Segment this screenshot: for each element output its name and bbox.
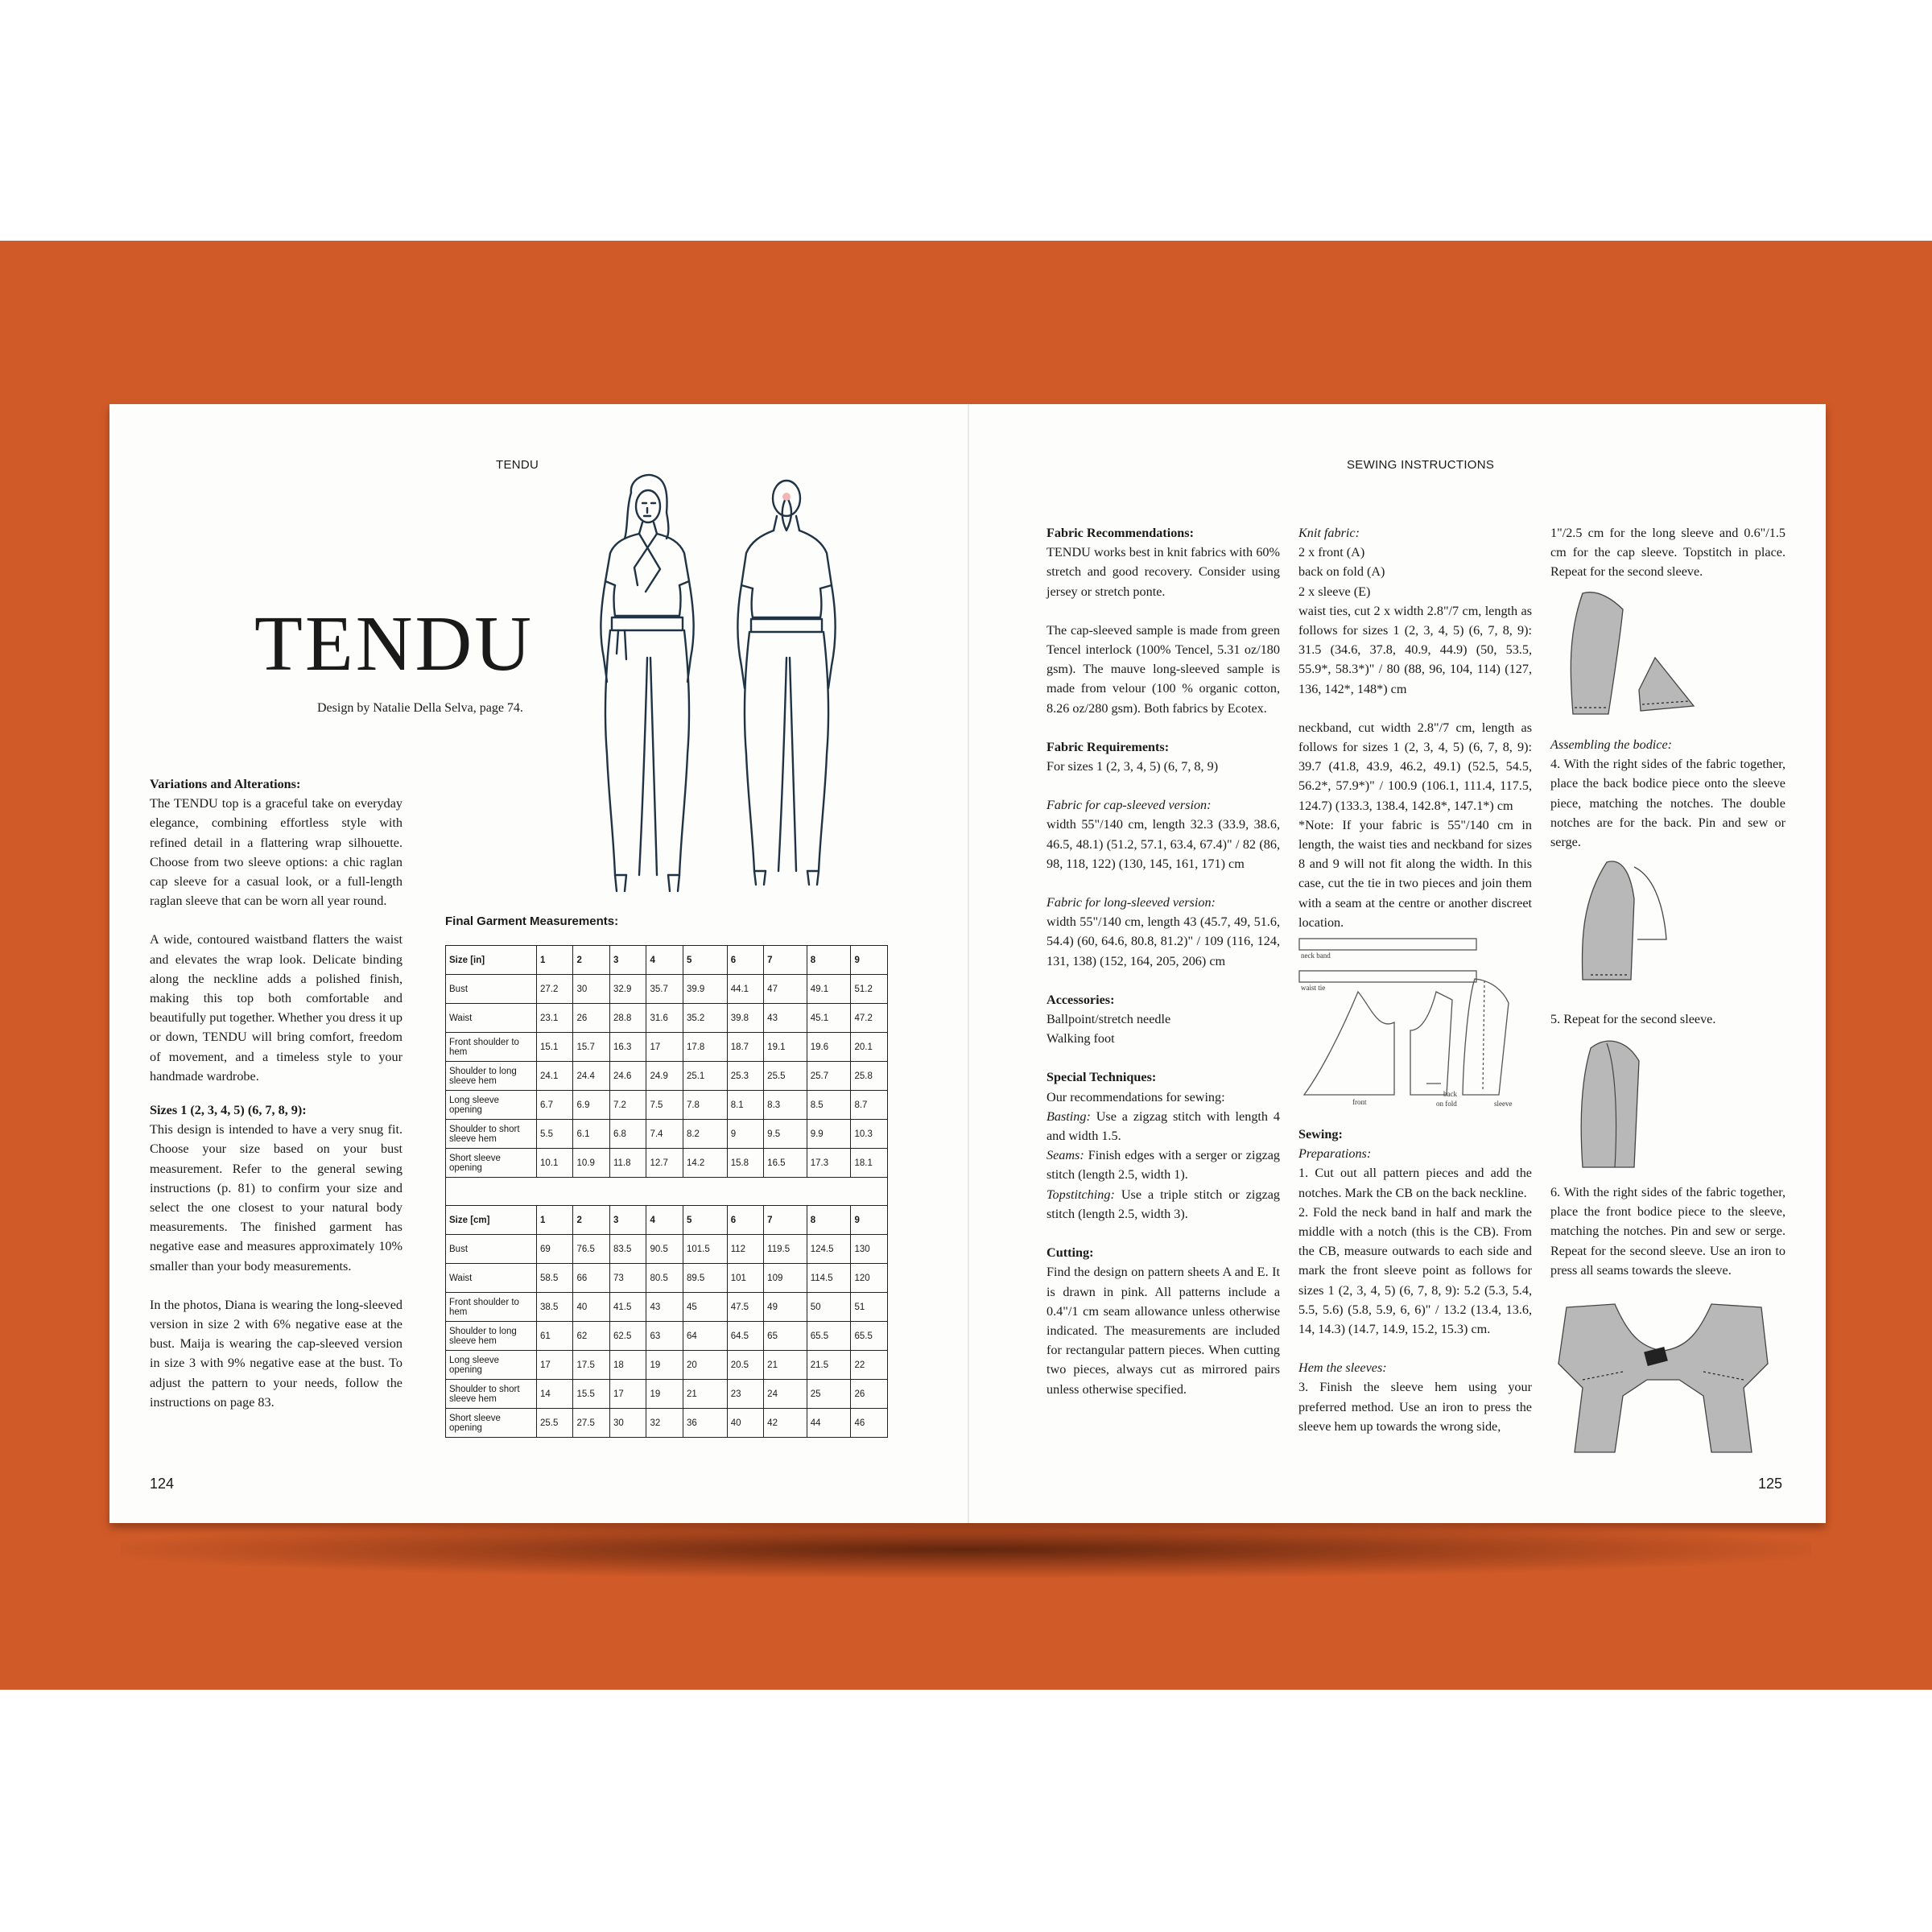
table-cell: 8.3: [764, 1091, 807, 1120]
table-cell: 109: [764, 1264, 807, 1293]
table-cell: 9: [727, 1120, 763, 1149]
sizes-heading: Sizes 1 (2, 3, 4, 5) (6, 7, 8, 9):: [150, 1103, 307, 1118]
table-header-cell: 3: [609, 946, 646, 975]
table-header-cell: 5: [683, 1206, 727, 1235]
table-cell: 26: [573, 1004, 609, 1033]
table-cell: 35.7: [646, 975, 683, 1004]
table-cell: 42: [764, 1409, 807, 1438]
table-cell: 15.1: [537, 1033, 573, 1062]
table-cell: 51.2: [851, 975, 888, 1004]
table-cell: 18: [609, 1351, 646, 1380]
right-column-2: [1298, 523, 1532, 932]
table-header-cell: 4: [646, 946, 683, 975]
table-cell: 6.8: [609, 1120, 646, 1149]
table-cell: 17: [646, 1033, 683, 1062]
table-cell: 62: [573, 1322, 609, 1351]
label-neck-band: neck band: [1301, 952, 1331, 960]
table-cell: 21.5: [807, 1351, 851, 1380]
cap-sleeve-text: width 55"/140 cm, length 32.3 (33.9, 38.6, 46.5, 48.1) (51.2, 57.1, 63.4, 67.4)" / 82 (86, 98, 118, 122) (130, 145, 161, 171) cm: [1046, 817, 1280, 871]
table-cell: 25.8: [851, 1062, 888, 1091]
table-header-cell: 4: [646, 1206, 683, 1235]
knit-item-3: 2 x sleeve (E): [1298, 584, 1371, 599]
table-header-cell: 8: [807, 1206, 851, 1235]
table-cell: 6.9: [573, 1091, 609, 1120]
long-sleeve-text: width 55"/140 cm, length 43 (45.7, 49, 51.6, 54.4) (60, 64.6, 80.8, 81.2)" / 109 (116, 124, 131, 138) (152, 164, 205, 206) cm: [1046, 914, 1280, 968]
table-row-label: Short sleeve opening: [446, 1149, 537, 1178]
table-cell: 47: [764, 975, 807, 1004]
table-header-cell: 5: [683, 946, 727, 975]
table-cell: 58.5: [537, 1264, 573, 1293]
fabric-req-sizes: For sizes 1 (2, 3, 4, 5) (6, 7, 8, 9): [1046, 759, 1219, 774]
table-cell: 25: [807, 1380, 851, 1409]
table-cell: 18.1: [851, 1149, 888, 1178]
table-row: [446, 1149, 888, 1178]
table-cell: 23.1: [537, 1004, 573, 1033]
table-row-label: Bust: [446, 975, 537, 1004]
table-cell: 119.5: [764, 1235, 807, 1264]
table-row-label: Long sleeve opening: [446, 1351, 537, 1380]
table-header-cell: 8: [807, 946, 851, 975]
step-3-continued: 1"/2.5 cm for the long sleeve and 0.6"/1.5 cm for the cap sleeve. Topstitch in place. Repeat for the second sleeve.: [1550, 526, 1785, 580]
table-row-label: Front shoulder to hem: [446, 1293, 537, 1322]
table-cell: 66: [573, 1264, 609, 1293]
table-cell: 11.8: [609, 1149, 646, 1178]
knit-item-2: back on fold (A): [1298, 564, 1385, 580]
preparations-heading: Preparations:: [1298, 1146, 1372, 1162]
table-header-label: Size [cm]: [446, 1206, 537, 1235]
table-cell: 30: [609, 1409, 646, 1438]
table-cell: 15.5: [573, 1380, 609, 1409]
step-4: 4. With the right sides of the fabric together, place the back bodice piece onto the sleeve piece, matching the notches. The double notches are for the back. Pin and sew or serge.: [1550, 757, 1785, 850]
table-header-cell: 1: [537, 1206, 573, 1235]
table-cell: 64.5: [727, 1322, 763, 1351]
table-cell: 130: [851, 1235, 888, 1264]
table-cell: 17: [609, 1380, 646, 1409]
label-back: back: [1443, 1090, 1457, 1098]
table-cell: 6.7: [537, 1091, 573, 1120]
label-sleeve: sleeve: [1494, 1100, 1513, 1108]
table-cell: 25.7: [807, 1062, 851, 1091]
front-figure: [601, 475, 693, 891]
table-row-label: Long sleeve opening: [446, 1091, 537, 1120]
table-row: [446, 1409, 888, 1438]
table-header-row: [446, 1206, 888, 1235]
table-row-label: Bust: [446, 1235, 537, 1264]
table-row: [446, 1264, 888, 1293]
accessories-heading: Accessories:: [1046, 992, 1115, 1007]
table-row-label: Shoulder to short sleeve hem: [446, 1380, 537, 1409]
table-row-label: Front shoulder to hem: [446, 1033, 537, 1062]
table-spacer-row: [446, 1178, 888, 1206]
sizes-paragraph-1: This design is intended to have a very snug fit. Choose your size based on your bust measurement. Refer to the general sewing instructions (p. 81) to confirm your size and select the one closest to your natural body measurements. The finished garment has negative ease and measures approximately 10% smaller than your body measurements.: [150, 1122, 402, 1274]
table-cell: 76.5: [573, 1235, 609, 1264]
table-cell: 10.1: [537, 1149, 573, 1178]
step-2: 2. Fold the neck band in half and mark the middle with a notch (this is the CB). From the CB, measure outwards to each side and mark the front sleeve point as follows for sizes 1 (2, 3, 4, 5) (6, 7, 8, 9): 5.2 (5.3, 5.4, 5.5, 5.6) (5.8, 5.9, 6, 6)" / 13.2 (13.4, 13.6, 14, 14.3) (14.7, 14.9, 15.2, 15.3) cm.: [1298, 1204, 1532, 1337]
table-cell: 44.1: [727, 975, 763, 1004]
table-header-row: [446, 946, 888, 975]
table-cell: 89.5: [683, 1264, 727, 1293]
table-cell: 16.3: [609, 1033, 646, 1062]
garment-illustration: [589, 473, 855, 907]
left-folio: 124: [150, 1476, 175, 1492]
table-cell: 8.1: [727, 1091, 763, 1120]
back-figure: [738, 481, 836, 885]
table-cell: 19: [646, 1351, 683, 1380]
table-cell: 19.1: [764, 1033, 807, 1062]
table-row: [446, 1004, 888, 1033]
table-cell: 17.8: [683, 1033, 727, 1062]
table-header-cell: 7: [764, 1206, 807, 1235]
table-cell: 63: [646, 1322, 683, 1351]
table-cell: 25.1: [683, 1062, 727, 1091]
table-cell: 36: [683, 1409, 727, 1438]
table-cell: 73: [609, 1264, 646, 1293]
table-header-label: Size [in]: [446, 946, 537, 975]
sizes-paragraph-2: In the photos, Diana is wearing the long-sleeved version in size 2 with 6% negative ease at the bust. Maija is wearing the cap-sleeved version in size 3 with 9% negative ease at the bust. To adjust the pattern to your needs, follow the instructions on page 83.: [150, 1297, 402, 1410]
table-header-cell: 3: [609, 1206, 646, 1235]
topstitching-label: Topstitching:: [1046, 1187, 1115, 1202]
table-row-label: Waist: [446, 1264, 537, 1293]
left-text-column: [150, 774, 402, 1431]
table-cell: 64: [683, 1322, 727, 1351]
table-header-cell: 1: [537, 946, 573, 975]
table-cell: 8.2: [683, 1120, 727, 1149]
variations-heading: Variations and Alterations:: [150, 777, 301, 791]
table-cell: 7.8: [683, 1091, 727, 1120]
table-row-label: Short sleeve opening: [446, 1409, 537, 1438]
table-row: [446, 1351, 888, 1380]
table-cell: 9.9: [807, 1120, 851, 1149]
cutting-heading: Cutting:: [1046, 1245, 1094, 1261]
step-1: 1. Cut out all pattern pieces and add the notches. Mark the CB on the back neckline.: [1298, 1166, 1532, 1200]
table-row: [446, 1293, 888, 1322]
fabric-req-heading: Fabric Requirements:: [1046, 739, 1170, 754]
step-4-illustration: [1550, 851, 1785, 988]
table-cell: 46: [851, 1409, 888, 1438]
table-cell: 20.1: [851, 1033, 888, 1062]
table-cell: 45: [683, 1293, 727, 1322]
table-cell: 19: [646, 1380, 683, 1409]
table-cell: 17.3: [807, 1149, 851, 1178]
table-cell: 7.4: [646, 1120, 683, 1149]
fabric-rec-paragraph-1: TENDU works best in knit fabrics with 60% stretch and good recovery. Consider using jersey or stretch ponte.: [1046, 545, 1280, 599]
table-cell: 24.9: [646, 1062, 683, 1091]
seams-text: Finish edges with a serger or zigzag stitch (length 2.5, width 1).: [1046, 1148, 1280, 1183]
table-cell: 31.6: [646, 1004, 683, 1033]
table-cell: 40: [573, 1293, 609, 1322]
table-cell: 8.7: [851, 1091, 888, 1120]
table-cell: 8.5: [807, 1091, 851, 1120]
table-cell: 45.1: [807, 1004, 851, 1033]
hem-heading: Hem the sleeves:: [1298, 1360, 1387, 1376]
table-cell: 25.5: [537, 1409, 573, 1438]
table-cell: 90.5: [646, 1235, 683, 1264]
table-row-label: Shoulder to short sleeve hem: [446, 1120, 537, 1149]
table-cell: 24.6: [609, 1062, 646, 1091]
table-cell: 12.7: [646, 1149, 683, 1178]
table-cell: 28.8: [609, 1004, 646, 1033]
step-6: 6. With the right sides of the fabric together, place the front bodice piece to the sleeve, matching the notches. Pin and sew or serge. Repeat for the second sleeve. Use an iron to press all seams towards the sleeve.: [1550, 1185, 1785, 1278]
table-cell: 24: [764, 1380, 807, 1409]
table-header-cell: 9: [851, 1206, 888, 1235]
table-cell: 101.5: [683, 1235, 727, 1264]
assembling-heading: Assembling the bodice:: [1550, 737, 1673, 752]
cutting-layout-diagram: [1298, 934, 1536, 1111]
table-header-cell: 2: [573, 1206, 609, 1235]
table-cell: 24.1: [537, 1062, 573, 1091]
long-sleeve-heading: Fabric for long-sleeved version:: [1046, 895, 1216, 910]
accessory-1: Ballpoint/stretch needle: [1046, 1012, 1171, 1027]
step-5: 5. Repeat for the second sleeve.: [1550, 1012, 1716, 1026]
table-cell: 50: [807, 1293, 851, 1322]
table-cell: 112: [727, 1235, 763, 1264]
techniques-intro: Our recommendations for sewing:: [1046, 1089, 1225, 1104]
table-cell: 39.8: [727, 1004, 763, 1033]
basting-text: Use a zigzag stitch with length 4 and width 1.5.: [1046, 1108, 1280, 1144]
table-cell: 23: [727, 1380, 763, 1409]
table-cell: 30: [573, 975, 609, 1004]
accessory-2: Walking foot: [1046, 1031, 1115, 1046]
table-cell: 65.5: [851, 1322, 888, 1351]
byline: Design by Natalie Della Selva, page 74.: [317, 701, 523, 715]
measurements-table: [445, 945, 888, 1438]
table-row: [446, 1033, 888, 1062]
table-title: Final Garment Measurements:: [445, 914, 619, 928]
table-cell: 21: [764, 1351, 807, 1380]
table-cell: 6.1: [573, 1120, 609, 1149]
table-spacer-cell: [446, 1178, 888, 1206]
table-cell: 20: [683, 1351, 727, 1380]
right-column-1: [1046, 523, 1280, 1418]
table-cell: 17.5: [573, 1351, 609, 1380]
table-cell: 38.5: [537, 1293, 573, 1322]
table-row-label: Shoulder to long sleeve hem: [446, 1322, 537, 1351]
step-3: 3. Finish the sleeve hem using your preferred method. Use an iron to press the sleeve hem up towards the wrong side,: [1298, 1380, 1532, 1434]
fabric-rec-paragraph-2: The cap-sleeved sample is made from green Tencel interlock (100% Tencel, 5.31 oz/180 gsm). The mauve long-sleeved sample is made from velour (100 % organic cotton, 8.26 oz/280 gsm). Both fabrics by Ecotex.: [1046, 622, 1280, 716]
step-5-illustration: [1550, 1032, 1785, 1173]
table-cell: 16.5: [764, 1149, 807, 1178]
table-cell: 14: [537, 1380, 573, 1409]
step-5-section: [1550, 1009, 1785, 1029]
step-6-illustration: [1550, 1299, 1785, 1459]
table-header-cell: 2: [573, 946, 609, 975]
variations-paragraph-2: A wide, contoured waistband flatters the waist and elevates the wrap look. Delicate binding along the neckline adds a polished finish, making this top both comfortable and beautifully put together. Whether you dress it up or down, TENDU will bring comfort, freedom of movement, and a timeless style to your handmade wardrobe.: [150, 932, 402, 1084]
right-folio: 125: [1758, 1476, 1783, 1492]
table-cell: 80.5: [646, 1264, 683, 1293]
table-cell: 101: [727, 1264, 763, 1293]
gutter: [968, 404, 969, 1523]
sewing-section: [1298, 1125, 1532, 1436]
table-cell: 40: [727, 1409, 763, 1438]
table-cell: 22: [851, 1351, 888, 1380]
table-cell: 7.5: [646, 1091, 683, 1120]
spread-shadow: [121, 1521, 1811, 1578]
table-row: [446, 1062, 888, 1091]
neckband-text: neckband, cut width 2.8"/7 cm, length as follows for sizes 1 (2, 3, 4, 5) (6, 7, 8, 9): 39.7 (41.8, 43.9, 46.2, 49.1) (52.5, 54.5, 56.2*, 57.9*)" / 100.9 (106.1, 111.4, 117.5, 124.7) (133.3, 138.4, 142.8*, 147.1*) cm: [1298, 720, 1532, 813]
label-on-fold: on fold: [1436, 1100, 1457, 1108]
table-header-cell: 6: [727, 1206, 763, 1235]
step-continued: [1550, 523, 1785, 582]
table-cell: 47.2: [851, 1004, 888, 1033]
table-cell: 124.5: [807, 1235, 851, 1264]
table-header-cell: 6: [727, 946, 763, 975]
knit-fabric-heading: Knit fabric:: [1298, 526, 1360, 540]
step-6-section: [1550, 1183, 1785, 1280]
table-cell: 15.7: [573, 1033, 609, 1062]
topstitching-text: Use a triple stitch or zigzag stitch (length 2.5, width 3).: [1046, 1187, 1280, 1221]
table-header-cell: 9: [851, 946, 888, 975]
table-cell: 9.5: [764, 1120, 807, 1149]
table-cell: 21: [683, 1380, 727, 1409]
table-cell: 61: [537, 1322, 573, 1351]
table-cell: 65: [764, 1322, 807, 1351]
table-cell: 47.5: [727, 1293, 763, 1322]
table-cell: 26: [851, 1380, 888, 1409]
right-running-head: SEWING INSTRUCTIONS: [1347, 458, 1495, 472]
table-cell: 43: [646, 1293, 683, 1322]
table-cell: 69: [537, 1235, 573, 1264]
magazine-spread: [109, 404, 1826, 1523]
basting-label: Basting:: [1046, 1108, 1091, 1124]
table-cell: 10.3: [851, 1120, 888, 1149]
table-cell: 62.5: [609, 1322, 646, 1351]
table-cell: 27.5: [573, 1409, 609, 1438]
table-cell: 14.2: [683, 1149, 727, 1178]
fabric-rec-heading: Fabric Recommendations:: [1046, 526, 1194, 540]
table-header-cell: 7: [764, 946, 807, 975]
table-cell: 51: [851, 1293, 888, 1322]
cap-sleeve-heading: Fabric for cap-sleeved version:: [1046, 798, 1212, 813]
table-cell: 24.4: [573, 1062, 609, 1091]
table-cell: 32.9: [609, 975, 646, 1004]
table-cell: 32: [646, 1409, 683, 1438]
table-row-label: Waist: [446, 1004, 537, 1033]
table-cell: 5.5: [537, 1120, 573, 1149]
table-cell: 65.5: [807, 1322, 851, 1351]
label-front: front: [1352, 1098, 1367, 1106]
variations-paragraph-1: The TENDU top is a graceful take on everyday elegance, combining effortless style with refined detail in a flattering wrap silhouette. Choose from two sleeve options: a chic raglan cap sleeve for a casual look, or a full-length raglan sleeve that can be worn all year round.: [150, 796, 402, 909]
table-cell: 49: [764, 1293, 807, 1322]
table-row: [446, 1091, 888, 1120]
table-cell: 83.5: [609, 1235, 646, 1264]
seams-label: Seams:: [1046, 1148, 1084, 1163]
size-note: *Note: If your fabric is 55"/140 cm in length, the waist ties and neckband for sizes 8 and 9 will not fit along the width. In this case, cut the tie in two pieces and join them with a seam at the centre or another discreet location.: [1298, 817, 1532, 930]
table-row: [446, 1235, 888, 1264]
table-row-label: Shoulder to long sleeve hem: [446, 1062, 537, 1091]
table-cell: 7.2: [609, 1091, 646, 1120]
sewing-heading: Sewing:: [1298, 1127, 1343, 1141]
cutting-text: Find the design on pattern sheets A and E. It is drawn in pink. All patterns include a 0.4"/1 cm seam allowance unless otherwise indicated. The measurements are included for rectangular pattern pieces. When cutting two pieces, always cut as mirrored pairs unless otherwise specified.: [1046, 1265, 1280, 1397]
table-cell: 43: [764, 1004, 807, 1033]
table-cell: 17: [537, 1351, 573, 1380]
table-cell: 35.2: [683, 1004, 727, 1033]
label-waist-tie: waist tie: [1301, 984, 1326, 992]
table-cell: 19.6: [807, 1033, 851, 1062]
sleeve-hem-illustration: [1550, 585, 1785, 722]
table-cell: 39.9: [683, 975, 727, 1004]
table-cell: 114.5: [807, 1264, 851, 1293]
table-cell: 27.2: [537, 975, 573, 1004]
table-cell: 20.5: [727, 1351, 763, 1380]
table-cell: 15.8: [727, 1149, 763, 1178]
left-running-head: TENDU: [496, 458, 539, 472]
table-row: [446, 975, 888, 1004]
techniques-heading: Special Techniques:: [1046, 1070, 1157, 1085]
table-cell: 25.5: [764, 1062, 807, 1091]
knit-item-waist-ties: waist ties, cut 2 x width 2.8"/7 cm, length as follows for sizes 1 (2, 3, 4, 5) (6, 7, 8, 9): 31.5 (34.6, 37.8, 40.9, 44.9) (50, 53.5, 55.9*, 58.3*)" / 80 (88, 96, 104, 114) (127, 136, 142*, 148*) cm: [1298, 603, 1532, 696]
table-cell: 44: [807, 1409, 851, 1438]
table-row: [446, 1380, 888, 1409]
table-cell: 25.3: [727, 1062, 763, 1091]
table-cell: 120: [851, 1264, 888, 1293]
table-cell: 18.7: [727, 1033, 763, 1062]
table-cell: 41.5: [609, 1293, 646, 1322]
page-title: TENDU: [254, 601, 535, 687]
table-row: [446, 1322, 888, 1351]
assembling-section: [1550, 735, 1785, 852]
table-cell: 49.1: [807, 975, 851, 1004]
knit-item-1: 2 x front (A): [1298, 545, 1365, 560]
table-cell: 10.9: [573, 1149, 609, 1178]
table-row: [446, 1120, 888, 1149]
